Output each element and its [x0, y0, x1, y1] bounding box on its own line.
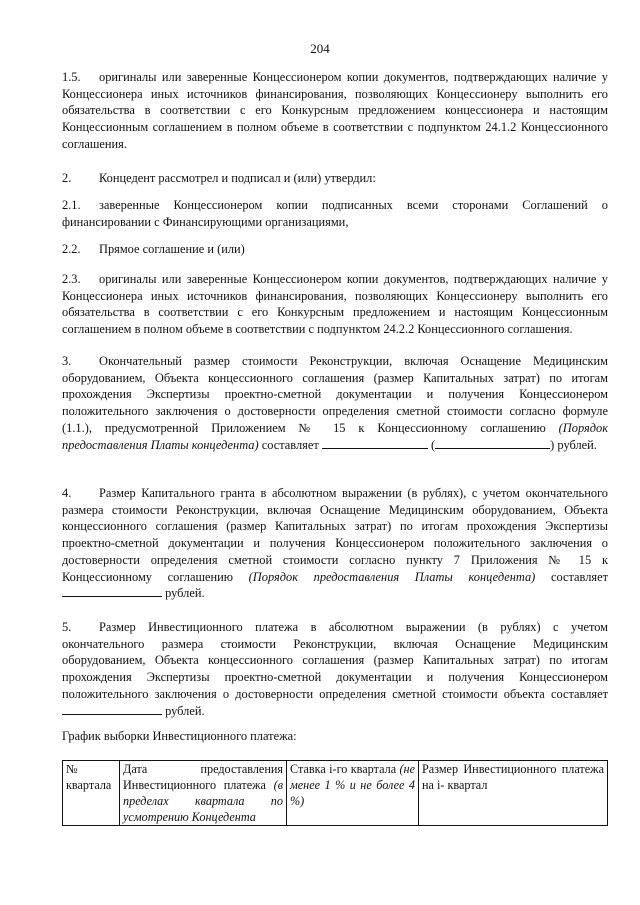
paragraph-text-rubles: рублей.: [557, 437, 597, 452]
paragraph-2: [62, 170, 608, 187]
paragraph-text-rubles: рублей.: [165, 703, 205, 718]
paragraph-italic-text: (Порядок предоставления Платы концедента): [62, 420, 608, 452]
paragraph-number: 3.: [62, 354, 72, 368]
header-provision-date: [120, 761, 287, 826]
paragraph-italic-text: (Порядок предоставления Платы концедента): [248, 569, 536, 584]
header-quarter-rate-italic: (не менее 1 % и не более 4 %): [290, 762, 416, 808]
paragraph-number: 5.: [62, 620, 72, 634]
paragraph-number: 2.3.: [62, 272, 81, 286]
paragraph-text: Размер Инвестиционного платежа в абсолютном выражении (в рублях) с учетом окончательного размера стоимости Реконструкции, включая Оснащение Медицинским оборудованием, Объекта концессионного соглашения (размер Капитальных затрат) по итогам прохождения Экспертизы проектно-сметной документации и получения Концессионером положительного заключения о достоверности определения сметной стоимости объекта составляет: [62, 620, 608, 701]
amount-blank: [62, 703, 162, 715]
paragraph-text: заверенные Концессионером копии подписанных всеми сторонами Соглашений о финансировании с Финансирующими организациями,: [62, 198, 608, 229]
header-provision-date-text: Дата предоставления Инвестиционного платежа: [123, 762, 283, 792]
table-header-row: [63, 761, 608, 826]
paragraph-2-1: [62, 197, 608, 230]
paragraph-2-2: [62, 241, 608, 258]
paragraph-text: Размер Капитального гранта в абсолютном выражении (в рублях), с учетом окончательного размера стоимости Реконструкции, включая Оснащение Медицинским оборудованием, Объекта концессионного соглашения (размер Капитальных затрат) по итогам прохождения Экспертизы проектно-сметной документации и получения Концессионером положительного заключения о достоверности определения сметной стоимости согласно пункту 7 Приложения № 15 к Концессионному соглашению: [62, 486, 608, 584]
paragraph-number: 2.2.: [62, 242, 81, 256]
paragraph-1-5: [62, 69, 608, 153]
paragraph-text: оригиналы или заверенные Концессионером копии документов, подтверждающих наличие у Концессионера иных источников финансирования, позволяющих Концессионеру выполнить его обязательства в соответствии с его Конкурсным предложением концессионера и настоящим Концессионным соглашением в полном объеме в соответствии с подпунктом 24.1.2 Концессионного соглашения.: [62, 70, 608, 151]
paragraph-text: Концедент рассмотрел и подписал и (или) утвердил:: [99, 171, 376, 185]
amount-blank: [322, 437, 428, 449]
amount-blank: [62, 585, 162, 597]
header-provision-date-italic: (в пределах квартала по усмотрению Концедента: [123, 778, 284, 824]
amount-words-blank: [435, 437, 550, 449]
paragraph-number: 4.: [62, 486, 72, 500]
paragraph-3: [62, 353, 608, 453]
paragraph-4: [62, 485, 608, 602]
paragraph-text-amount: составляет: [261, 437, 319, 452]
paragraph-number: 2.: [62, 171, 72, 185]
payment-schedule-table: [62, 760, 608, 826]
paragraph-text: оригиналы или заверенные Концессионером копии документов, подтверждающих наличие у Концессионера иных источников финансирования, позволяющих Концессионеру выполнить его обязательства в соответствии с его Конкурсным предложением и настоящим Концессионным соглашением в полном объеме в соответствии с подпунктом 24.2.2 Концессионного соглашения.: [62, 272, 608, 337]
page-number: 204: [310, 41, 330, 56]
paragraph-text-rubles: рублей.: [165, 586, 205, 601]
paragraph-text: Прямое соглашение и (или): [99, 242, 245, 256]
paren-open: (: [431, 437, 436, 452]
paragraph-number: 2.1.: [62, 198, 81, 212]
header-quarter-rate: [287, 761, 419, 826]
paragraph-text-amount: составляет: [550, 569, 609, 584]
paragraph-5: [62, 619, 608, 719]
paragraph-2-3: [62, 271, 608, 338]
header-payment-amount: Размер Инвестиционного платежа на i- квартал: [419, 761, 608, 826]
paragraph-text: Окончательный размер стоимости Реконструкции, включая Оснащение Медицинским оборудованием, Объекта концессионного соглашения (размер Капитальных затрат) по итогам прохождения Экспертизы проектно-сметной документации и получения Концессионером положительного заключения о достоверности определения сметной стоимости согласно формуле (1.1.), предусмотренной Приложением № 15 к Концессионному соглашению: [62, 354, 608, 435]
paren-close: ): [550, 437, 555, 452]
schedule-caption: График выборки Инвестиционного платежа:: [62, 729, 297, 743]
header-quarter-rate-text: Ставка i-го квартала: [290, 762, 397, 776]
header-quarter-number: № квартала: [63, 761, 120, 826]
paragraph-number: 1.5.: [62, 70, 81, 84]
